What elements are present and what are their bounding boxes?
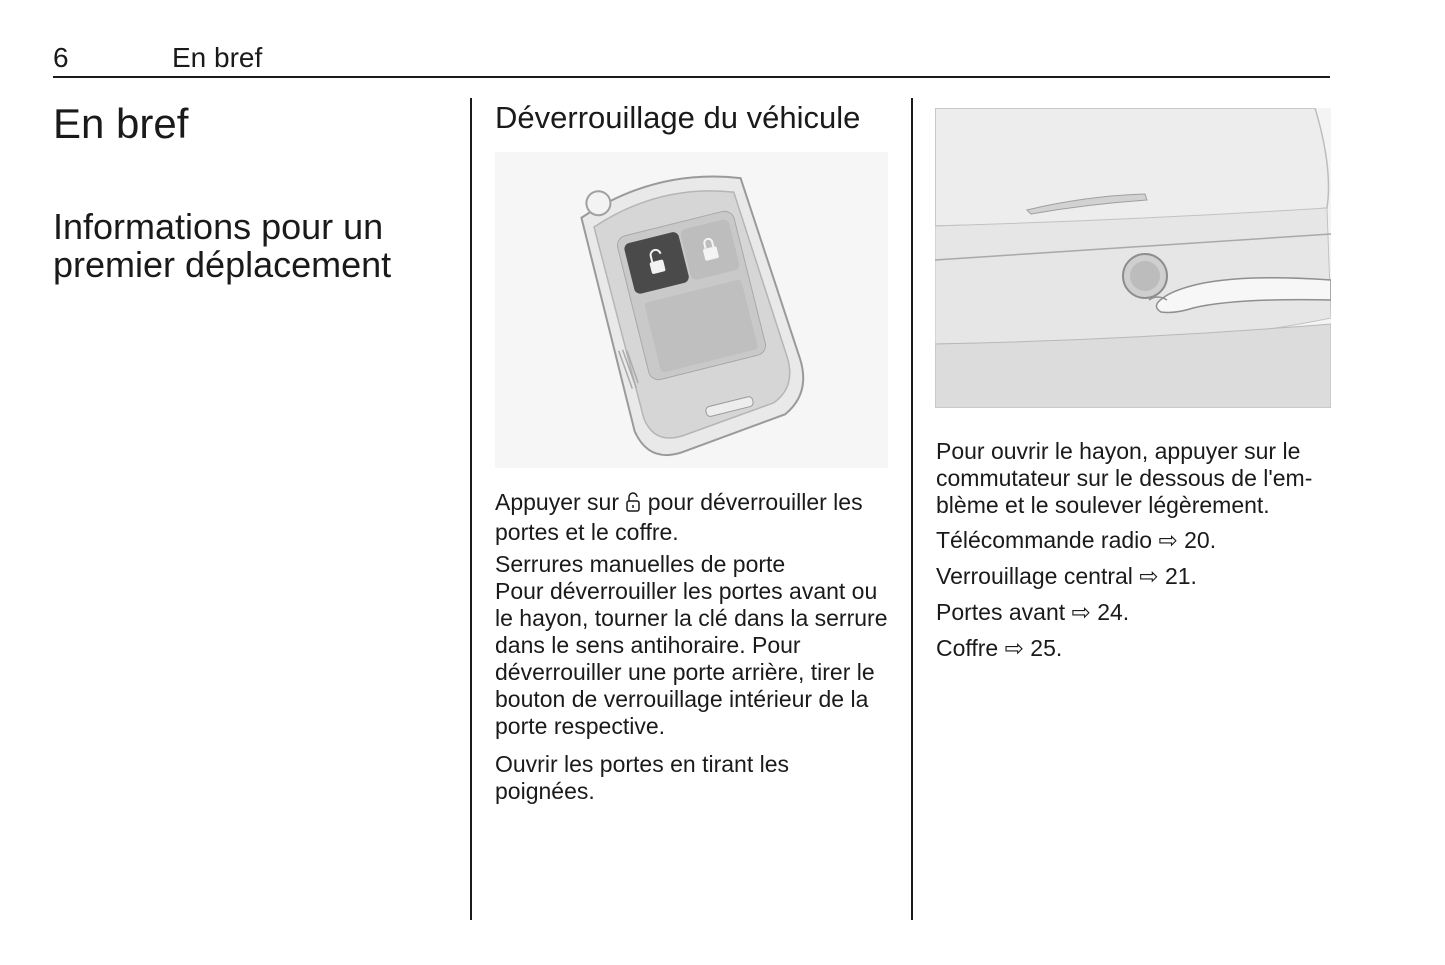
column-divider-2 [911,98,913,920]
ref-arrow-icon: ⇨ [1004,635,1024,661]
column-divider-1 [470,98,472,920]
ref-label: Coffre [936,635,999,661]
unlock-paragraph [495,489,893,546]
ref-arrow-icon: ⇨ [1139,563,1159,589]
ref-arrow-icon: ⇨ [1071,599,1091,625]
unlock-text-before: Appuyer sur [495,489,620,515]
handles-paragraph [495,751,893,805]
ref-page: 21. [1164,563,1197,589]
ref-arrow-icon: ⇨ [1158,527,1178,553]
section-heading: Déverrouillage du véhicule [495,100,861,135]
tailgate-text: Pour ouvrir le hayon, appuyer sur le commutateur sur le dessous de l'em-blème et le soulever légèrement. [936,438,1313,518]
manual-locks-paragraph: Pour déverrouiller les portes avant ou le hayon, tourner la clé dans la serrure dans le sens antihoraire. Pour déverrouiller une porte arrière, tirer le bouton de verrouillage intérieur de la porte respective. [495,578,888,739]
tailgate-paragraph [936,438,1332,519]
ref-item[interactable] [936,563,1332,590]
key-fob-figure [495,152,888,468]
reference-list [936,527,1332,662]
manual-locks-block [495,551,893,740]
tailgate-emblem-icon [935,108,1331,408]
ref-item[interactable] [936,599,1332,626]
running-title: En bref [172,42,263,73]
subheading: Serrures manuelles de porte [495,551,786,577]
key-fob-unlock-icon [495,152,888,468]
ref-page: 25. [1030,635,1063,661]
unlock-text-after: pour déverrouiller les portes et le coffre. [495,489,863,545]
tailgate-figure [935,108,1331,408]
page-number: 6 [53,42,69,73]
chapter-title: En bref [53,100,189,147]
unlock-icon [625,491,641,519]
ref-label: Télécommande radio [936,527,1153,553]
ref-page: 24. [1097,599,1130,625]
handles-text: Ouvrir les portes en tirant les poignées. [495,751,790,804]
section-title: Informations pour un premier déplacement [53,206,392,285]
header-rule [53,76,1330,78]
ref-page: 20. [1184,527,1217,553]
ref-item[interactable] [936,635,1332,662]
ref-label: Verrouillage central [936,563,1133,589]
ref-label: Portes avant [936,599,1066,625]
ref-item[interactable] [936,527,1332,554]
